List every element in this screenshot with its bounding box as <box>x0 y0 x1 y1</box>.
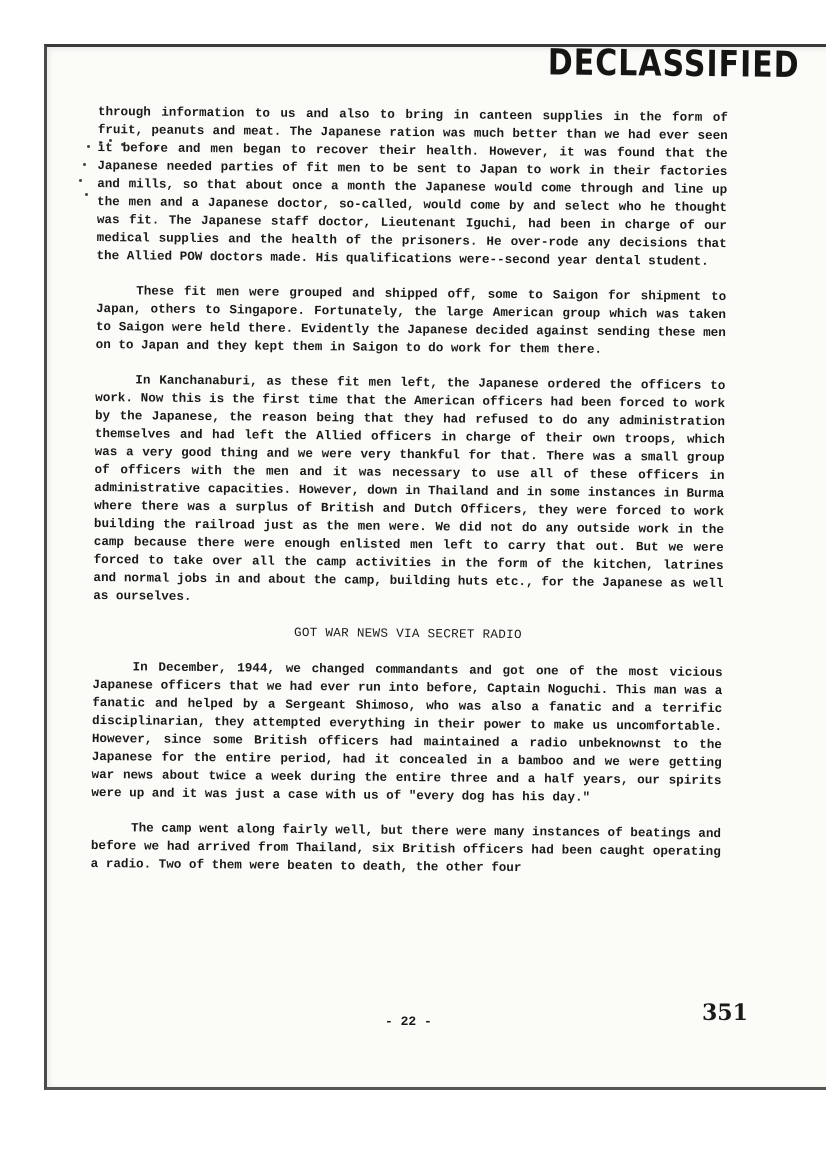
body-text <box>90 103 728 896</box>
paragraph-2: These fit men were grouped and shipped off, some to Saigon for shipment to Japan, others to Singapore. Fortunately, the large American group which was taken to Saigon were held there. Evidently the Japanese decided against sending these men on to Japan and they kept them in Saigon to do work for them there. <box>95 284 727 357</box>
section-heading: GOT WAR NEWS VIA SECRET RADIO <box>293 625 522 643</box>
paragraph-5: The camp went along fairly well, but there were many instances of beatings and before we had arrived from Thailand, six British officers had been caught operating a radio. Two of them were beaten to death, the other four <box>90 821 722 876</box>
paragraph-4: In December, 1944, we changed commandants and got one of the most vicious Japanese officers that we had ever run into before, Captain Noguchi. This man was a fanatic and helped by a Sergeant Shimoso, who was also a fanatic and a terrific disciplinarian, they attempted everything in their power to make us uncomfortable. However, since some British officers had maintained a radio unbeknownst to the Japanese for the entire period, had it concealed in a bamboo and we were getting war news about twice a week during the entire three and a half years, our spirits were up and it was just a case with us of "every dog has his day." <box>91 660 723 805</box>
page-number: - 22 - <box>385 1014 432 1029</box>
archive-number: 351 <box>702 1000 748 1026</box>
declassified-stamp: DECLASSIFIED <box>547 42 800 87</box>
paragraph-3: In Kanchanaburi, as these fit men left, the Japanese ordered the officers to work. Now this is the first time that the American officers had been forced to work by the Japanese, the reason being that they had refused to do any administration themselves and had left the Allied officers in charge of their own troops, which was a very good thing and we were very thankful for that. There was a small group of officers with the men and it was necessary to use all of these officers in administrative capacities. However, down in Thailand and in some instances in Burma where there was a surplus of British and Dutch Officers, they were forced to work building the railroad just as the men were. We did not do any outside work in the camp because there were enough enlisted men left to carry that out. But we were forced to take over all the camp activities in the form of the kitchen, latrines and normal jobs in and about the camp, building huts etc., for the Japanese as well as ourselves. <box>93 373 726 604</box>
paragraph-1: through information to us and also to bring in canteen supplies in the form of fruit, peanuts and meat. The Japanese ration was much better than we had ever seen it before and men began to recover their health. However, it was found that the Japanese needed parties of fit men to be sent to Japan to work in their factories and mills, so that about once a month the Japanese would come through and line up the men and a Japanese doctor, so-called, would come by and select who he thought was fit. The Japanese staff doctor, Lieutenant Iguchi, had been in charge of our medical supplies and the health of the prisoners. He over-rode any decisions that the Allied POW doctors made. His qualifications were--second year dental student. <box>96 104 728 269</box>
